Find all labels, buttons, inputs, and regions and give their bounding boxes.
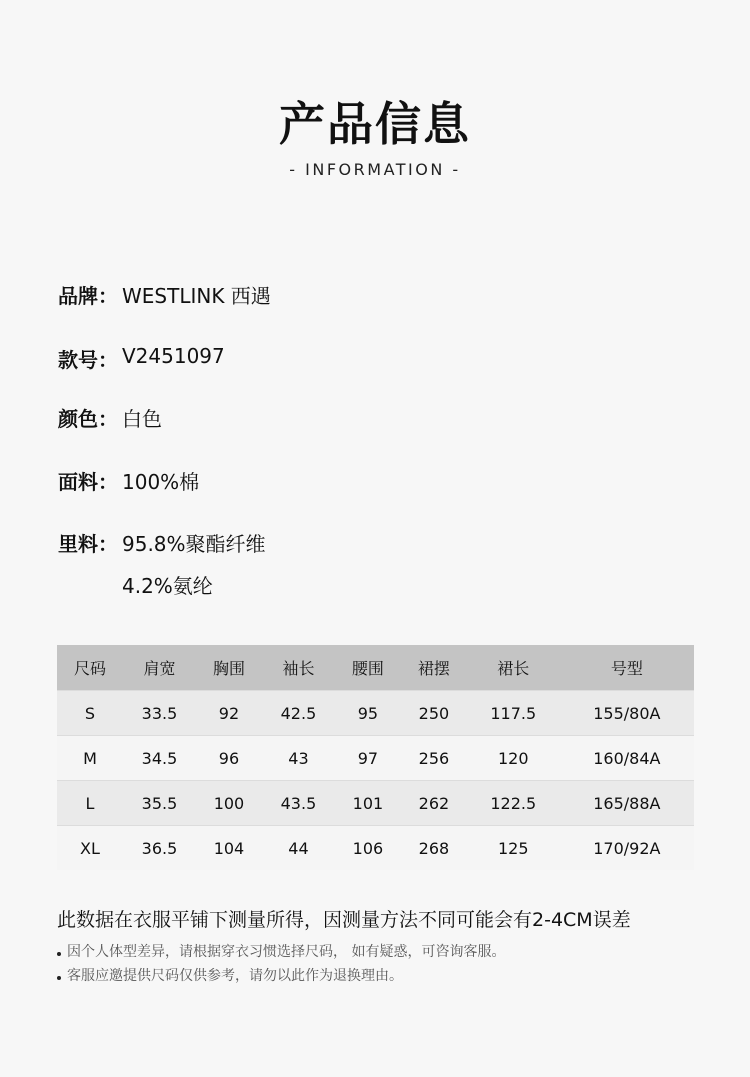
lining-label: 里料： [58, 532, 118, 556]
bullet-icon [57, 976, 61, 980]
table-cell: 250 [401, 691, 467, 736]
fabric-value: 100%棉 [122, 470, 200, 494]
header-cell: 袖长 [262, 645, 335, 691]
table-cell: 122.5 [467, 781, 560, 826]
table-cell: S [57, 691, 123, 736]
table-cell: 106 [335, 826, 401, 871]
info-row-brand [58, 280, 271, 309]
note-item [57, 965, 403, 985]
header-cell: 裙长 [467, 645, 560, 691]
header-cell: 尺码 [57, 645, 123, 691]
page-subtitle: - INFORMATION - [289, 160, 461, 179]
size-table-header [57, 645, 694, 691]
lining-value-secondary: 4.2%氨纶 [122, 574, 213, 598]
table-row [57, 826, 694, 871]
table-cell: 101 [335, 781, 401, 826]
table-cell: 97 [335, 736, 401, 781]
header-cell: 裙摆 [401, 645, 467, 691]
color-value: 白色 [122, 407, 162, 431]
style-number-label: 款号： [58, 348, 118, 372]
page-title: 产品信息 [279, 97, 471, 151]
table-cell: 44 [262, 826, 335, 871]
table-row [57, 691, 694, 736]
table-cell: 120 [467, 736, 560, 781]
measurement-note-title: 此数据在衣服平铺下测量所得，因测量方法不同可能会有2-4CM误差 [57, 909, 631, 931]
table-cell: 92 [196, 691, 262, 736]
header-cell: 胸围 [196, 645, 262, 691]
table-cell: XL [57, 826, 123, 871]
table-cell: 36.5 [123, 826, 196, 871]
header-cell: 号型 [560, 645, 694, 691]
table-cell: 43 [262, 736, 335, 781]
table-cell: 100 [196, 781, 262, 826]
table-cell: 165/88A [560, 781, 694, 826]
table-cell: 160/84A [560, 736, 694, 781]
brand-value: WESTLINK 西遇 [122, 284, 271, 308]
table-cell: M [57, 736, 123, 781]
table-cell: 170/92A [560, 826, 694, 871]
table-cell: L [57, 781, 123, 826]
style-number-value: V2451097 [122, 344, 225, 368]
table-cell: 95 [335, 691, 401, 736]
table-cell: 35.5 [123, 781, 196, 826]
info-row-fabric [58, 466, 200, 495]
bullet-icon [57, 952, 61, 956]
size-table [57, 645, 694, 870]
note-text: 因个人体型差异，请根据穿衣习惯选择尺码， 如有疑惑，可咨询客服。 [67, 944, 506, 960]
brand-label: 品牌： [58, 284, 118, 308]
table-cell: 33.5 [123, 691, 196, 736]
header-cell: 腰围 [335, 645, 401, 691]
info-row-color [58, 403, 162, 432]
table-cell: 262 [401, 781, 467, 826]
lining-value: 95.8%聚酯纤维 [122, 532, 266, 556]
table-cell: 96 [196, 736, 262, 781]
table-cell: 42.5 [262, 691, 335, 736]
table-row [57, 781, 694, 826]
note-item [57, 941, 505, 961]
table-cell: 117.5 [467, 691, 560, 736]
table-cell: 104 [196, 826, 262, 871]
table-cell: 34.5 [123, 736, 196, 781]
table-cell: 43.5 [262, 781, 335, 826]
table-cell: 268 [401, 826, 467, 871]
table-cell: 256 [401, 736, 467, 781]
fabric-label: 面料： [58, 470, 118, 494]
table-cell: 155/80A [560, 691, 694, 736]
info-row-style-number [58, 344, 225, 373]
header-cell: 肩宽 [123, 645, 196, 691]
table-row [57, 736, 694, 781]
info-row-lining [58, 528, 266, 557]
color-label: 颜色： [58, 407, 118, 431]
note-text: 客服应邀提供尺码仅供参考，请勿以此作为退换理由。 [67, 968, 403, 984]
table-cell: 125 [467, 826, 560, 871]
